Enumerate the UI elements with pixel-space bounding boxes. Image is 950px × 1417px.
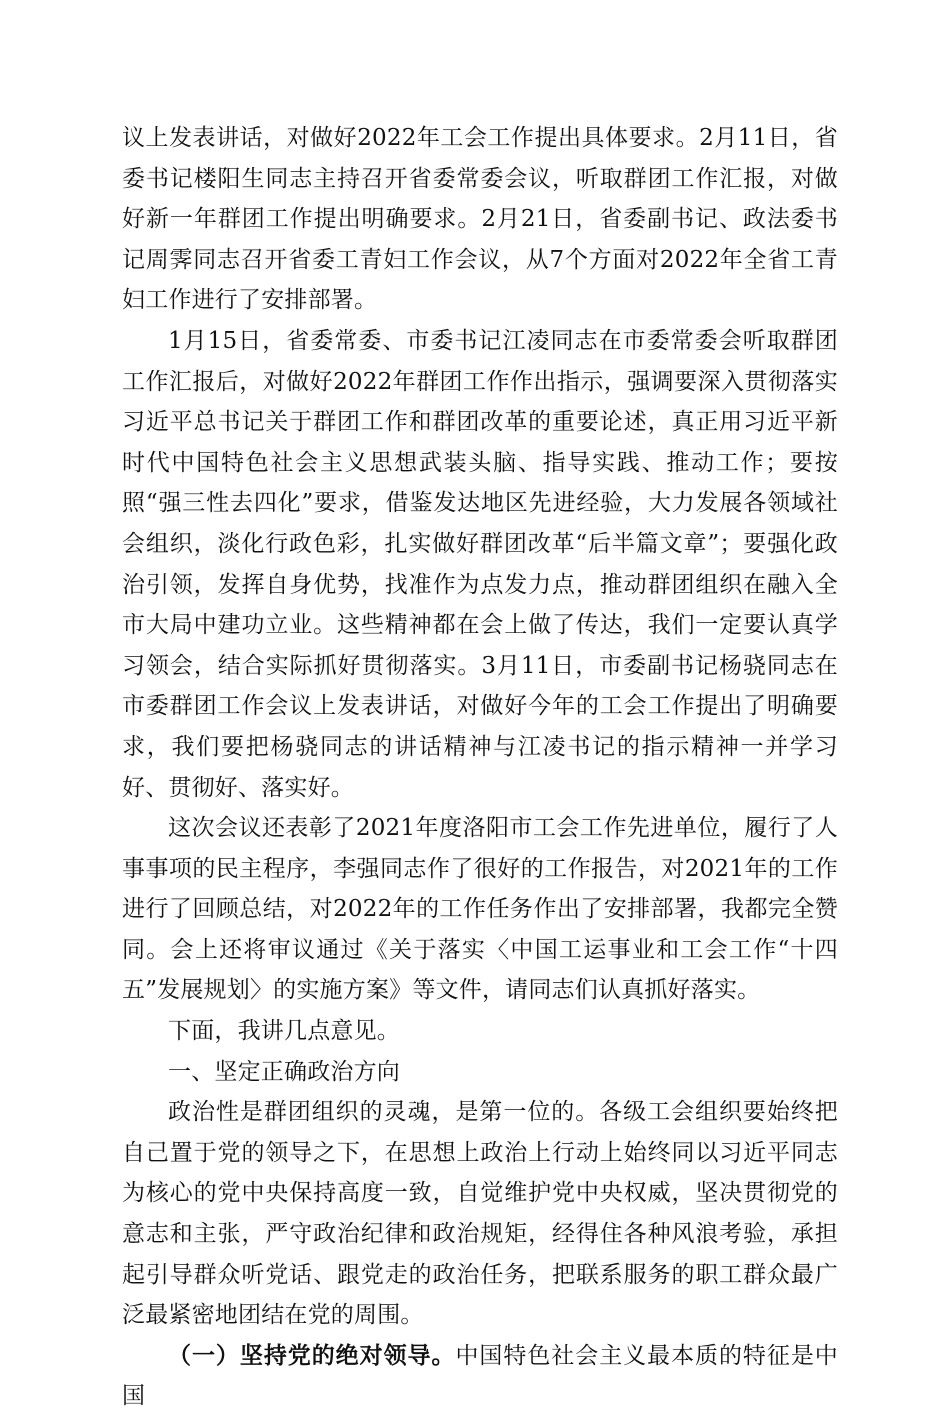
paragraph-party-leadership — [122, 1336, 838, 1417]
paragraph-municipal-instructions: 1月15日，省委常委、市委书记江凌同志在市委常委会听取群团工作汇报后，对做好2022年群团工作作出指示，强调要深入贯彻落实习近平总书记关于群团工作和群团改革的重要论述，真正用习近平新时代中国特色社会主义思想武装头脑、指导实践、推动工作；要按照“强三性去四化”要求，借鉴发达地区先进经验，大力发展各领域社会组织，淡化行政色彩，扎实做好群团改革“后半篇文章”；要强化政治引领，发挥自身优势，找准作为点发力点，推动群团组织在融入全市大局中建功立业。这些精神都在会上做了传达，我们一定要认真学习领会，结合实际抓好贯彻落实。3月11日，市委副书记杨骁同志在市委群团工作会议上发表讲话，对做好今年的工会工作提出了明确要求，我们要把杨骁同志的讲话精神与江凌书记的指示精神一并学习好、贯彻好、落实好。 — [122, 327, 838, 801]
subheading-party-leadership: （一）坚持党的绝对领导。 — [168, 1341, 456, 1369]
document-page — [122, 118, 838, 1417]
paragraph-party-leadership-text: 中国特色社会主义最本质的特征是中国 — [122, 1342, 838, 1410]
section-heading-political-direction: 一、坚定正确政治方向 — [168, 1058, 400, 1085]
paragraph-political-nature: 政治性是群团组织的灵魂，是第一位的。各级工会组织要始终把自己置于党的领导之下，在思想上政治上行动上始终同以习近平同志为核心的党中央保持高度一致，自觉维护党中央权威，坚决贯彻党的意志和主张，严守政治纪律和政治规矩，经得住各种风浪考验，承担起引导群众听党话、跟党走的政治任务，把联系服务的职工群众最广泛最紧密地团结在党的周围。 — [122, 1099, 838, 1329]
paragraph-meeting-summary: 这次会议还表彰了2021年度洛阳市工会工作先进单位，履行了人事事项的民主程序，李强同志作了很好的工作报告，对2021年的工作进行了回顾总结，对2022年的工作任务作出了安排部署，我都完全赞同。会上还将审议通过《关于落实〈中国工运事业和工会工作“十四五”发展规划〉的实施方案》等文件，请同志们认真抓好落实。 — [122, 815, 838, 1004]
paragraph-continuation: 议上发表讲话，对做好2022年工会工作提出具体要求。2月11日，省委书记楼阳生同志主持召开省委常委会议，听取群团工作汇报，对做好新一年群团工作提出明确要求。2月21日，省委副书记、政法委书记周霁同志召开省委工青妇工作会议，从7个方面对2022年全省工青妇工作进行了安排部署。 — [122, 125, 838, 314]
paragraph-transition: 下面，我讲几点意见。 — [168, 1018, 400, 1045]
